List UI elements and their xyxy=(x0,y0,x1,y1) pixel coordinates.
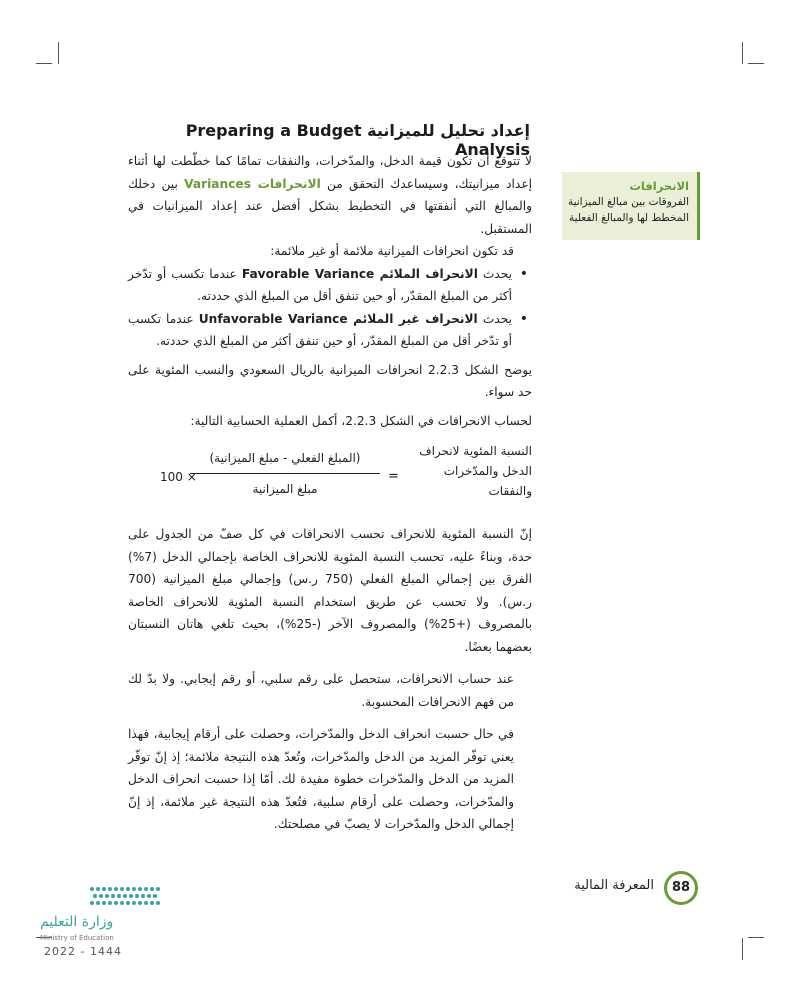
variance-types-list xyxy=(128,263,532,353)
crop-mark xyxy=(742,938,743,960)
intro-text-2: بين دخلك والمبالغ التي أنفقتها في التخطيط بشكل أفضل عند إعداد الميزانيات في المستقبل. xyxy=(128,176,532,236)
variance-formula xyxy=(140,441,532,513)
ministry-logo-icon xyxy=(86,883,176,909)
intro-paragraph xyxy=(128,150,532,240)
figure-reference: يوضح الشكل 2.2.3 انحرافات الميزانية بالريال السعودي والنسب المئوية على حد سواء. xyxy=(128,362,532,399)
glossary-definition: الفروقات بين مبالغ الميزانية المخطط لها والمبالغ الفعلية xyxy=(567,196,689,224)
page-number: 88 xyxy=(664,871,698,905)
equals-sign: = xyxy=(388,469,399,484)
edition-year: 2022 - 1444 xyxy=(44,945,122,958)
crop-mark xyxy=(748,63,764,64)
variance-types-intro: قد تكون انحرافات الميزانية ملائمة أو غير ملائمة: xyxy=(270,244,514,258)
list-item xyxy=(128,308,532,353)
bullet-post: عندما تكسب أو تدّخر أقل من المبلغ المقدّر، أو حين تنفق أكثر من المبلغ الذي حددته. xyxy=(128,311,512,348)
list-item xyxy=(128,263,532,308)
positive-result-paragraph: في حال حسبت انحراف الدخل والمدّخرات، وحصلت على أرقام إيجابية، فهذا يعني توفّر المزيد من الدخل والمدّخرات، وتُعدّ هذه النتيجة ملائمة؛ إذ إنّ توفّر المزيد من الدخل والمدّخرات خطوة مفيدة لك. أمّا إذا حسبت انحراف الدخل والمدّخرات، وحصلت على أرقام سلبية، فتُعدّ هذه النتيجة غير ملائمة، إذ إنّ إجمالي الدخل والمدّخرات لا يصبّ في مصلحتك. xyxy=(128,727,514,831)
page-title-english: Preparing a Budget Analysis xyxy=(185,121,530,159)
favorable-variance-term: الانحراف الملائم Favorable Variance xyxy=(241,266,478,281)
ministry-name-english: Ministry of Education xyxy=(40,934,114,942)
fraction-bar xyxy=(190,473,380,474)
ministry-name-arabic: وزارة التعليم xyxy=(40,914,114,930)
bullet-pre: يحدث xyxy=(477,311,512,326)
bullet-post: عندما تكسب أو تدّخر أكثر من المبلغ المقدّر، أو حين تنفق أقل من المبلغ الذي حددته. xyxy=(128,266,512,303)
intro-text-1: لا تتوقع أن تكون قيمة الدخل، والمدّخرات، والنفقات تمامًا كما خطّطت لها أثناء إعداد ميزانيتك، وسيساعدك التحقق من xyxy=(128,154,532,191)
page-title-arabic: إعداد تحليل للميزانية xyxy=(367,121,530,140)
negative-positive-paragraph: عند حساب الانحرافات، ستحصل على رقم سلبي، أو رقم إيجابي. ولا بدّ لك من فهم الانحرافات المحسوبة. xyxy=(128,672,514,709)
crop-mark xyxy=(58,42,59,64)
variances-term: الانحرافات Variances xyxy=(184,176,321,191)
bullet-pre: يحدث xyxy=(477,266,512,281)
unfavorable-variance-term: الانحراف غير الملائم Unfavorable Variance xyxy=(198,311,478,326)
formula-denominator: مبلغ الميزانية xyxy=(252,482,318,496)
glossary-term: الانحرافات xyxy=(629,179,689,193)
formula-fraction xyxy=(190,449,380,498)
book-title: المعرفة المالية xyxy=(574,878,654,893)
formula-label-line: النسبة المئوية لانحراف xyxy=(419,444,532,458)
crop-mark xyxy=(36,63,52,64)
formula-numerator: (المبلغ الفعلي - مبلغ الميزانية) xyxy=(209,451,361,465)
crop-mark xyxy=(748,937,764,938)
body-section-bottom xyxy=(128,523,532,836)
crop-mark xyxy=(742,42,743,64)
formula-label xyxy=(412,441,532,501)
percent-paragraph: إنّ النسبة المئوية للانحراف تحسب الانحرافات في كل صفّ من الجدول على حدة، وبناءً عليه، تحسب النسبة المئوية للانحراف الخاصة بإجمالي الدخل (7%) الفرق بين إجمالي المبلغ الفعلي (750 ر.س) وإجمالي مبلغ الميزانية (700 ر.س). ولا تحسب عن طريق استخدام النسبة المئوية للانحراف الخاصة بالمصروف (+25%) والمصروف الآخر (-25%)، بحيث تلغي هاتان النسبتان بعضهما بعضًا. xyxy=(128,527,532,654)
formula-label-line: الدخل والمدّخرات xyxy=(443,464,532,478)
formula-multiplier: 100 × xyxy=(160,470,197,484)
body-section-top xyxy=(128,150,532,432)
glossary-box xyxy=(562,172,700,240)
formula-label-line: والنفقات xyxy=(488,484,532,498)
calc-intro: لحساب الانحرافات في الشكل 2.2.3، أكمل العملية الحسابية التالية: xyxy=(190,413,532,428)
